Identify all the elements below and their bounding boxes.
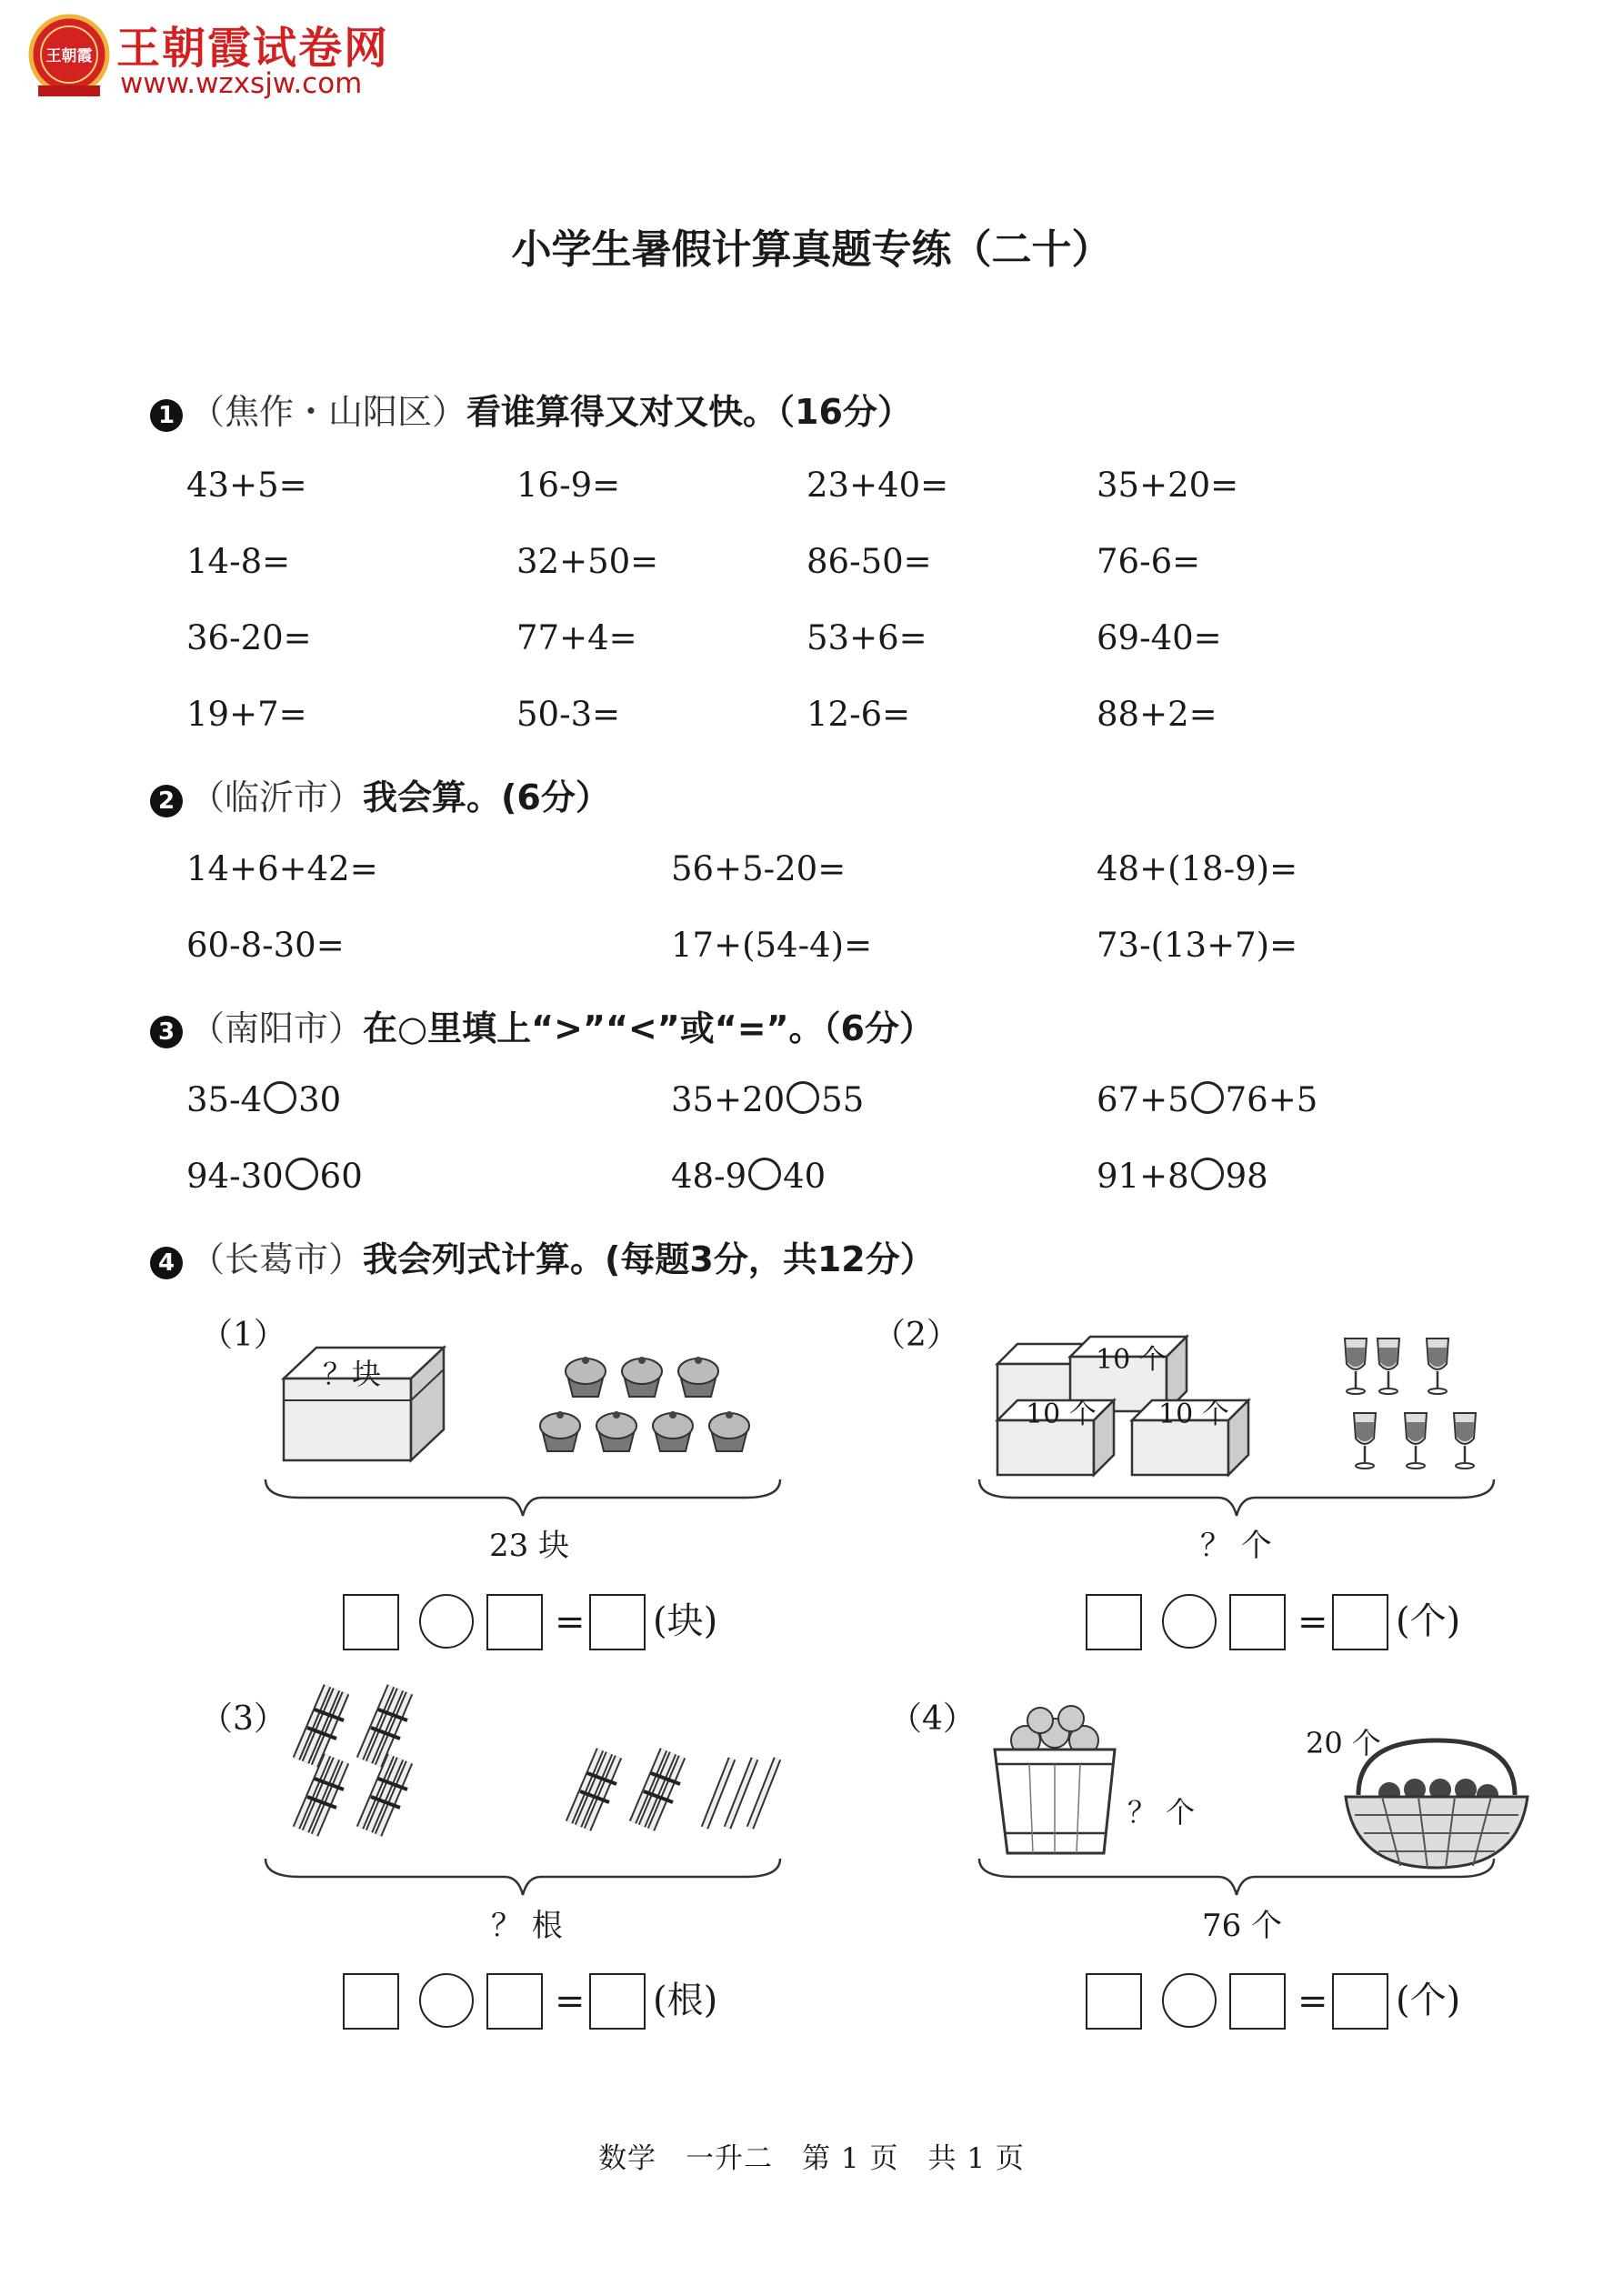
math-item[interactable] bbox=[671, 1078, 864, 1122]
equals-sign: = bbox=[1297, 1601, 1328, 1643]
gift-box-label: ？块 bbox=[323, 1357, 382, 1391]
compare-circle[interactable] bbox=[786, 1081, 819, 1114]
problem-4-label: （4） bbox=[889, 1700, 976, 1738]
math-item[interactable] bbox=[671, 1155, 826, 1198]
answer-box[interactable] bbox=[1229, 1973, 1286, 2030]
logo bbox=[27, 9, 427, 100]
equals-sign: = bbox=[555, 1601, 586, 1643]
operator-circle[interactable] bbox=[419, 1973, 474, 2028]
answer-box[interactable] bbox=[486, 1973, 543, 2030]
math-item[interactable]: 23+40= bbox=[806, 466, 949, 505]
math-item[interactable]: 35+20= bbox=[1097, 466, 1239, 505]
math-item[interactable]: 77+4= bbox=[516, 618, 637, 657]
math-item[interactable] bbox=[1097, 1155, 1268, 1198]
problem-3-label: （3） bbox=[200, 1700, 286, 1738]
math-item[interactable]: 17+(54-4)= bbox=[671, 926, 873, 965]
compare-left: 67+5 bbox=[1097, 1080, 1189, 1119]
answer-box[interactable] bbox=[1332, 1973, 1388, 2030]
compare-circle[interactable] bbox=[1191, 1158, 1224, 1190]
box-label-left: 10 个 bbox=[1026, 1399, 1097, 1430]
math-item[interactable]: 86-50= bbox=[806, 542, 932, 581]
compare-left: 35+20 bbox=[671, 1080, 786, 1119]
section-3-heading bbox=[150, 1006, 934, 1051]
math-item[interactable]: 19+7= bbox=[186, 695, 307, 734]
math-item[interactable]: 14-8= bbox=[186, 542, 291, 581]
compare-circle[interactable] bbox=[264, 1081, 296, 1114]
section-source: （临沂市） bbox=[190, 777, 364, 817]
compare-right: 60 bbox=[319, 1157, 363, 1196]
compare-circle[interactable] bbox=[748, 1158, 781, 1190]
math-item[interactable]: 32+50= bbox=[516, 542, 659, 581]
answer-box[interactable] bbox=[589, 1594, 646, 1650]
problem-1-caption: 23 块 bbox=[489, 1528, 570, 1564]
math-item[interactable]: 56+5-20= bbox=[671, 849, 847, 888]
equals-sign: = bbox=[1297, 1980, 1328, 2022]
unit-label: (个) bbox=[1396, 1980, 1461, 2021]
math-item[interactable]: 43+5= bbox=[186, 466, 307, 505]
unit-label: (个) bbox=[1396, 1600, 1461, 1642]
math-item[interactable]: 53+6= bbox=[806, 618, 927, 657]
answer-box[interactable] bbox=[1086, 1973, 1142, 2030]
compare-right: 55 bbox=[821, 1080, 865, 1119]
logo-url[interactable]: www.wzxsjw.com bbox=[120, 67, 363, 100]
section-number: 4 bbox=[150, 1247, 183, 1279]
math-item[interactable] bbox=[186, 1155, 363, 1198]
answer-box[interactable] bbox=[1086, 1594, 1142, 1650]
section-number: 3 bbox=[150, 1016, 183, 1048]
math-item[interactable]: 12-6= bbox=[806, 695, 911, 734]
section-4-heading bbox=[150, 1237, 935, 1282]
math-item[interactable]: 69-40= bbox=[1097, 618, 1222, 657]
compare-right: 40 bbox=[783, 1157, 827, 1196]
basket-icon bbox=[1337, 1737, 1537, 1873]
section-number: 1 bbox=[150, 399, 183, 432]
math-item[interactable]: 14+6+42= bbox=[186, 849, 378, 888]
operator-circle[interactable] bbox=[1162, 1973, 1217, 2028]
problem-2-caption: ？ 个 bbox=[1200, 1528, 1272, 1564]
compare-circle[interactable] bbox=[286, 1158, 318, 1190]
section-instruction: 我会算。(6分） bbox=[363, 777, 610, 817]
section-source: （焦作・山阳区） bbox=[190, 392, 467, 432]
math-item[interactable]: 16-9= bbox=[516, 466, 621, 505]
logo-seal-text: 王朝霞 bbox=[45, 47, 93, 65]
math-item[interactable]: 36-20= bbox=[186, 618, 312, 657]
logo-name: 王朝霞试卷网 bbox=[116, 23, 390, 74]
math-item[interactable] bbox=[1097, 1078, 1317, 1122]
problem-3-caption: ？ 根 bbox=[491, 1908, 563, 1944]
section-1-heading bbox=[150, 389, 912, 435]
compare-left: 48-9 bbox=[671, 1157, 747, 1196]
answer-box[interactable] bbox=[343, 1973, 399, 2030]
unit-label: (块) bbox=[653, 1600, 718, 1642]
bundled-sticks-icon bbox=[291, 1682, 927, 1837]
compare-right: 98 bbox=[1225, 1157, 1268, 1196]
operator-circle[interactable] bbox=[1162, 1594, 1217, 1649]
operator-circle[interactable] bbox=[419, 1594, 474, 1649]
compare-left: 94-30 bbox=[186, 1157, 284, 1196]
math-item[interactable]: 50-3= bbox=[516, 695, 621, 734]
box-label-top: 10 个 bbox=[1096, 1344, 1167, 1376]
problem-4-mid-label: ？ 个 bbox=[1127, 1795, 1196, 1830]
page-footer: 数学 一升二 第 1 页 共 1 页 bbox=[598, 2142, 1025, 2175]
answer-box[interactable] bbox=[1332, 1594, 1388, 1650]
math-item[interactable]: 88+2= bbox=[1097, 695, 1217, 734]
unit-label: (根) bbox=[653, 1980, 718, 2021]
wine-glasses-icon bbox=[1341, 1337, 1487, 1482]
cupcakes-icon bbox=[564, 1355, 791, 1473]
math-item[interactable] bbox=[186, 1078, 341, 1122]
box-label-right: 10 个 bbox=[1158, 1399, 1229, 1430]
problem-4-basket-label: 20 个 bbox=[1306, 1726, 1381, 1760]
section-number: 2 bbox=[150, 785, 183, 817]
problem-4-caption: 76 个 bbox=[1202, 1908, 1283, 1944]
problem-2-label: （2） bbox=[873, 1317, 959, 1354]
section-source: （南阳市） bbox=[190, 1008, 364, 1048]
math-item[interactable]: 48+(18-9)= bbox=[1097, 849, 1298, 888]
equals-sign: = bbox=[555, 1980, 586, 2022]
compare-right: 76+5 bbox=[1225, 1080, 1318, 1119]
answer-box[interactable] bbox=[589, 1973, 646, 2030]
section-2-heading bbox=[150, 775, 610, 820]
compare-left: 35-4 bbox=[186, 1080, 263, 1119]
math-item[interactable]: 76-6= bbox=[1097, 542, 1201, 581]
compare-circle[interactable] bbox=[1191, 1081, 1224, 1114]
compare-right: 30 bbox=[298, 1080, 342, 1119]
answer-box[interactable] bbox=[1229, 1594, 1286, 1650]
math-item[interactable]: 73-(13+7)= bbox=[1097, 926, 1298, 965]
answer-box[interactable] bbox=[343, 1594, 399, 1650]
compare-left: 91+8 bbox=[1097, 1157, 1189, 1196]
section-instruction: 看谁算得又对又快。（16分） bbox=[466, 392, 912, 432]
page-title: 小学生暑假计算真题专练（二十） bbox=[511, 226, 1112, 273]
section-instruction: 我会列式计算。(每题3分，共12分） bbox=[363, 1239, 935, 1279]
answer-box[interactable] bbox=[486, 1594, 543, 1650]
math-item[interactable]: 60-8-30= bbox=[186, 926, 345, 965]
section-source: （长葛市） bbox=[190, 1239, 364, 1279]
problem-1-label: （1） bbox=[200, 1317, 286, 1354]
section-instruction: 在○里填上“>”“<”或“=”。（6分） bbox=[363, 1008, 934, 1048]
logo-seal-icon bbox=[27, 13, 111, 96]
apple-bucket-icon bbox=[991, 1708, 1137, 1862]
